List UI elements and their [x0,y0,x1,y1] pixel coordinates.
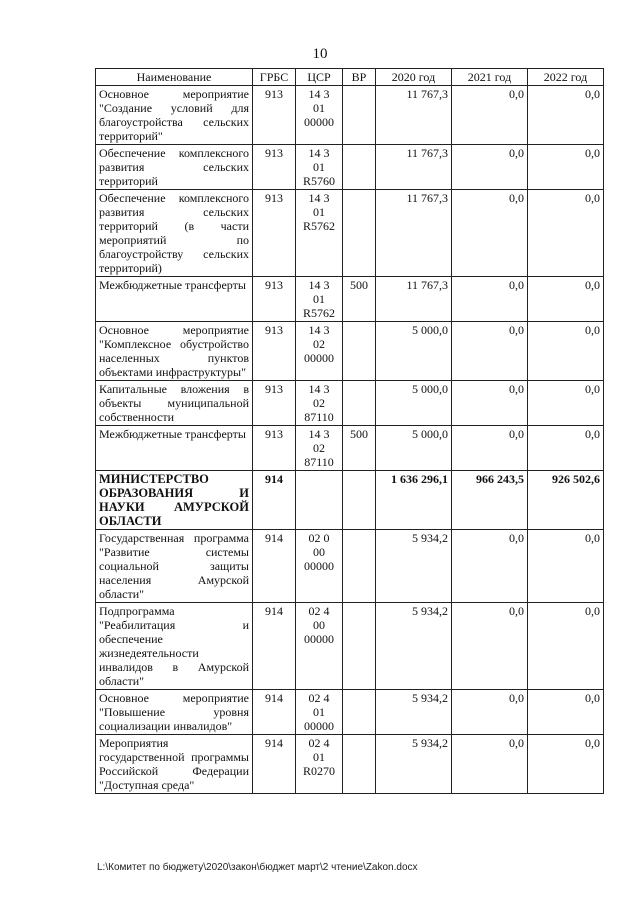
column-header-2021: 2021 год [452,69,528,86]
row-name: Мероприятия государственной программы Российской Федерации "Доступная среда" [96,735,253,794]
row-csr: 02 0 00 00000 [296,530,343,603]
column-header-grbs: ГРБС [253,69,296,86]
table-row [96,381,604,426]
row-2021: 0,0 [452,426,528,471]
row-csr: 14 3 02 87110 [296,381,343,426]
row-vr [343,735,376,794]
row-csr: 14 3 02 00000 [296,322,343,381]
row-grbs: 913 [253,381,296,426]
row-2020: 1 636 296,1 [376,471,452,530]
row-name: МИНИСТЕРСТВО ОБРАЗОВАНИЯ И НАУКИ АМУРСКОЙ ОБЛАСТИ [96,471,253,530]
row-vr [343,190,376,277]
row-vr: 500 [343,426,376,471]
table-row [96,530,604,603]
row-2022: 0,0 [528,735,604,794]
row-csr: 02 4 00 00000 [296,603,343,690]
row-name: Обеспечение комплексного развития сельских территорий [96,145,253,190]
row-2020: 11 767,3 [376,86,452,145]
row-2021: 0,0 [452,190,528,277]
row-vr [343,381,376,426]
row-2021: 0,0 [452,322,528,381]
table-row [96,86,604,145]
row-2022: 0,0 [528,381,604,426]
row-name: Межбюджетные трансферты [96,277,253,322]
table-row [96,690,604,735]
table-row [96,145,604,190]
budget-table [95,68,604,794]
row-csr: 14 3 02 87110 [296,426,343,471]
row-2020: 5 000,0 [376,426,452,471]
row-2021: 0,0 [452,277,528,322]
column-header-vr: ВР [343,69,376,86]
row-name: Государственная программа "Развитие системы социальной защиты населения Амурской области" [96,530,253,603]
row-2020: 11 767,3 [376,190,452,277]
row-name: Основное мероприятие "Комплексное обустройство населенных пунктов объектами инфраструктуры" [96,322,253,381]
row-vr [343,603,376,690]
row-grbs: 913 [253,277,296,322]
row-2020: 5 934,2 [376,530,452,603]
row-name: Основное мероприятие "Создание условий для благоустройства сельских территорий" [96,86,253,145]
row-2022: 0,0 [528,426,604,471]
table-row [96,322,604,381]
column-header-name: Наименование [96,69,253,86]
row-vr: 500 [343,277,376,322]
row-grbs: 913 [253,322,296,381]
table-header-row [96,69,604,86]
row-2020: 5 934,2 [376,690,452,735]
row-vr [343,530,376,603]
row-2022: 926 502,6 [528,471,604,530]
table-row [96,190,604,277]
row-2021: 0,0 [452,530,528,603]
row-name: Подпрограмма "Реабилитация и обеспечение жизнедеятельности инвалидов в Амурской области" [96,603,253,690]
row-csr: 02 4 01 R0270 [296,735,343,794]
column-header-2020: 2020 год [376,69,452,86]
row-grbs: 914 [253,690,296,735]
row-2022: 0,0 [528,145,604,190]
row-2021: 0,0 [452,86,528,145]
row-2021: 0,0 [452,690,528,735]
row-2021: 0,0 [452,603,528,690]
row-csr: 14 3 01 00000 [296,86,343,145]
row-grbs: 913 [253,145,296,190]
column-header-csr: ЦСР [296,69,343,86]
row-csr [296,471,343,530]
row-2022: 0,0 [528,190,604,277]
row-2020: 11 767,3 [376,277,452,322]
table-row [96,603,604,690]
table-row [96,735,604,794]
row-csr: 14 3 01 R5760 [296,145,343,190]
column-header-2022: 2022 год [528,69,604,86]
row-csr: 14 3 01 R5762 [296,190,343,277]
row-2022: 0,0 [528,690,604,735]
row-2022: 0,0 [528,530,604,603]
row-vr [343,86,376,145]
row-grbs: 913 [253,86,296,145]
row-2021: 0,0 [452,735,528,794]
row-name: Межбюджетные трансферты [96,426,253,471]
table-row [96,426,604,471]
row-vr [343,471,376,530]
row-csr: 02 4 01 00000 [296,690,343,735]
table-row-ministry [96,471,604,530]
row-name: Капитальные вложения в объекты муниципальной собственности [96,381,253,426]
row-2020: 5 000,0 [376,381,452,426]
row-2021: 0,0 [452,145,528,190]
row-name: Обеспечение комплексного развития сельских территорий (в части мероприятий по благоустройству сельских территорий) [96,190,253,277]
row-2020: 5 934,2 [376,603,452,690]
row-grbs: 913 [253,426,296,471]
row-2020: 5 000,0 [376,322,452,381]
table-row [96,277,604,322]
row-2022: 0,0 [528,86,604,145]
row-grbs: 914 [253,530,296,603]
row-2020: 11 767,3 [376,145,452,190]
row-grbs: 914 [253,735,296,794]
row-2021: 966 243,5 [452,471,528,530]
page-number: 10 [312,46,328,62]
row-csr: 14 3 01 R5762 [296,277,343,322]
row-vr [343,690,376,735]
row-2022: 0,0 [528,603,604,690]
row-vr [343,145,376,190]
row-2021: 0,0 [452,381,528,426]
row-grbs: 914 [253,471,296,530]
row-2022: 0,0 [528,322,604,381]
row-name: Основное мероприятие "Повышение уровня социализации инвалидов" [96,690,253,735]
row-2022: 0,0 [528,277,604,322]
row-vr [343,322,376,381]
row-grbs: 913 [253,190,296,277]
row-2020: 5 934,2 [376,735,452,794]
file-path-footer: L:\Комитет по бюджету\2020\закон\бюджет март\2 чтение\Zakon.docx [97,862,418,873]
row-grbs: 914 [253,603,296,690]
